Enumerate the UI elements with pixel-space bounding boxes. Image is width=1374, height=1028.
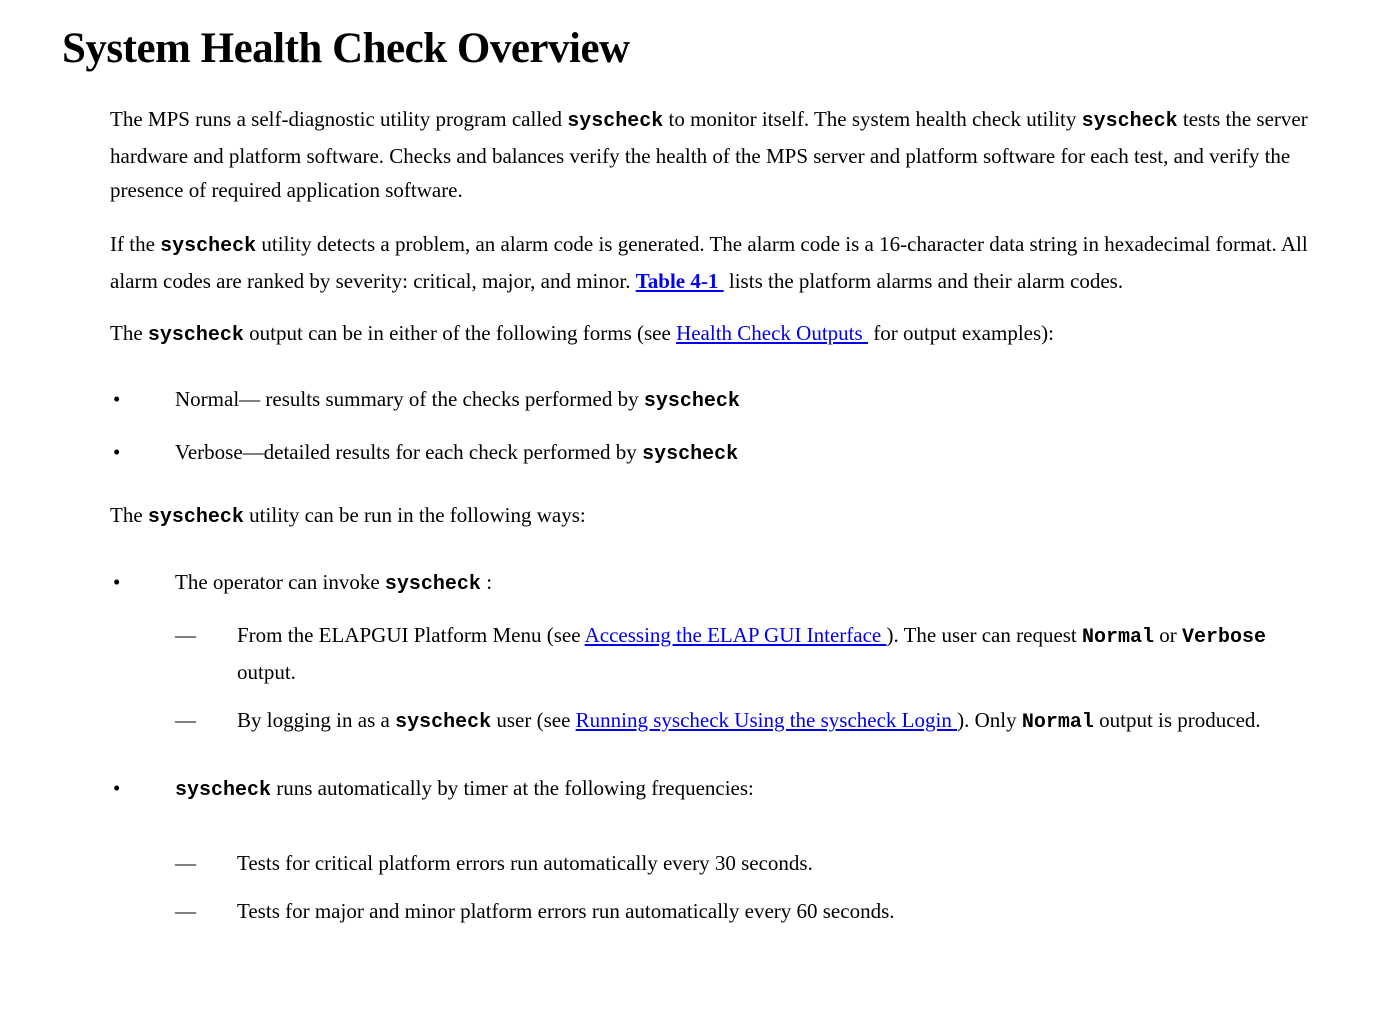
- text-run: By logging in as a: [237, 708, 396, 732]
- text-run: From the ELAPGUI Platform Menu (see: [237, 623, 585, 647]
- syscheck-code-term: syscheck: [642, 443, 739, 466]
- syscheck-code-term: syscheck: [384, 573, 481, 596]
- text-run: Verbose—detailed results for each check performed by: [175, 440, 643, 464]
- health-check-outputs-link[interactable]: Health Check Outputs: [676, 321, 868, 345]
- table-4-1-link[interactable]: Table 4-1: [635, 269, 724, 293]
- text-run: output is produced.: [1093, 708, 1261, 732]
- bullet-marker: •: [113, 387, 121, 411]
- dash-marker: —: [175, 708, 196, 732]
- text-run: ). Only: [957, 708, 1022, 732]
- text-run: or: [1154, 623, 1183, 647]
- accessing-elap-gui-link[interactable]: Accessing the ELAP GUI Interface: [584, 623, 887, 647]
- text-run: utility can be run in the following ways:: [243, 503, 586, 527]
- bullet-marker: •: [113, 570, 121, 594]
- bullet-verbose-output: [110, 435, 1310, 472]
- text-run: ). The user can request: [886, 623, 1083, 647]
- normal-code-term: Normal: [1021, 711, 1094, 734]
- text-run: Tests for critical platform errors run automatically every 30 seconds.: [237, 851, 813, 875]
- syscheck-code-term: syscheck: [567, 110, 664, 133]
- dash-critical-30s: [110, 846, 1310, 880]
- bullet-operator-invoke: [110, 565, 1310, 602]
- document-page: [0, 26, 1374, 1028]
- bullet-timer-frequencies: [110, 771, 1310, 808]
- syscheck-code-term: syscheck: [175, 779, 272, 802]
- running-syscheck-login-link[interactable]: Running syscheck Using the syscheck Login: [575, 708, 958, 732]
- text-run: runs automatically by timer at the following frequencies:: [271, 776, 754, 800]
- paragraph-alarm-codes: [110, 227, 1310, 298]
- text-run: The MPS runs a self-diagnostic utility program called: [110, 107, 568, 131]
- dash-marker: —: [175, 851, 196, 875]
- text-run: The: [110, 321, 148, 345]
- text-run: :: [480, 570, 493, 594]
- text-run: utility detects a problem, an alarm code is generated. The alarm code is a 16-character data string in hexadecimal format. All alarm codes are ranked by severity: critical, major, and minor.: [110, 232, 1308, 293]
- text-run: tests the server hardware and platform software. Checks and balances verify the health of the MPS server and platform software for each test, and verify the presence of required application software.: [110, 107, 1308, 202]
- text-run: lists the platform alarms and their alarm codes.: [723, 269, 1124, 293]
- text-run: to monitor itself. The system health check utility: [663, 107, 1082, 131]
- syscheck-code-term: syscheck: [395, 711, 492, 734]
- paragraph-output-forms: [110, 316, 1310, 353]
- dash-major-minor-60s: [110, 894, 1310, 928]
- dash-marker: —: [175, 899, 196, 923]
- syscheck-code-term: syscheck: [1081, 110, 1178, 133]
- dash-elapgui-menu: [110, 618, 1310, 689]
- text-run: Tests for major and minor platform errors run automatically every 60 seconds.: [237, 899, 895, 923]
- text-run: user (see: [491, 708, 576, 732]
- paragraph-syscheck-intro: [110, 102, 1310, 207]
- bullet-marker: •: [113, 440, 121, 464]
- text-run: for output examples):: [867, 321, 1054, 345]
- page-title: System Health Check Overview: [62, 25, 630, 72]
- syscheck-code-term: syscheck: [147, 324, 244, 347]
- dash-syscheck-login: [110, 703, 1310, 740]
- bullet-marker: •: [113, 776, 121, 800]
- text-run: The operator can invoke: [175, 570, 385, 594]
- text-run: output.: [237, 660, 296, 684]
- text-run: output can be in either of the following forms (see: [243, 321, 677, 345]
- verbose-code-term: Verbose: [1182, 626, 1267, 649]
- document-content: [110, 102, 1310, 928]
- syscheck-code-term: syscheck: [643, 390, 740, 413]
- paragraph-run-ways: [110, 498, 1310, 535]
- normal-code-term: Normal: [1082, 626, 1155, 649]
- text-run: If the: [110, 232, 161, 256]
- syscheck-code-term: syscheck: [160, 235, 257, 258]
- bullet-normal-output: [110, 382, 1310, 419]
- dash-marker: —: [175, 623, 196, 647]
- text-run: The: [110, 503, 148, 527]
- text-run: Normal— results summary of the checks performed by: [175, 387, 644, 411]
- syscheck-code-term: syscheck: [147, 506, 244, 529]
